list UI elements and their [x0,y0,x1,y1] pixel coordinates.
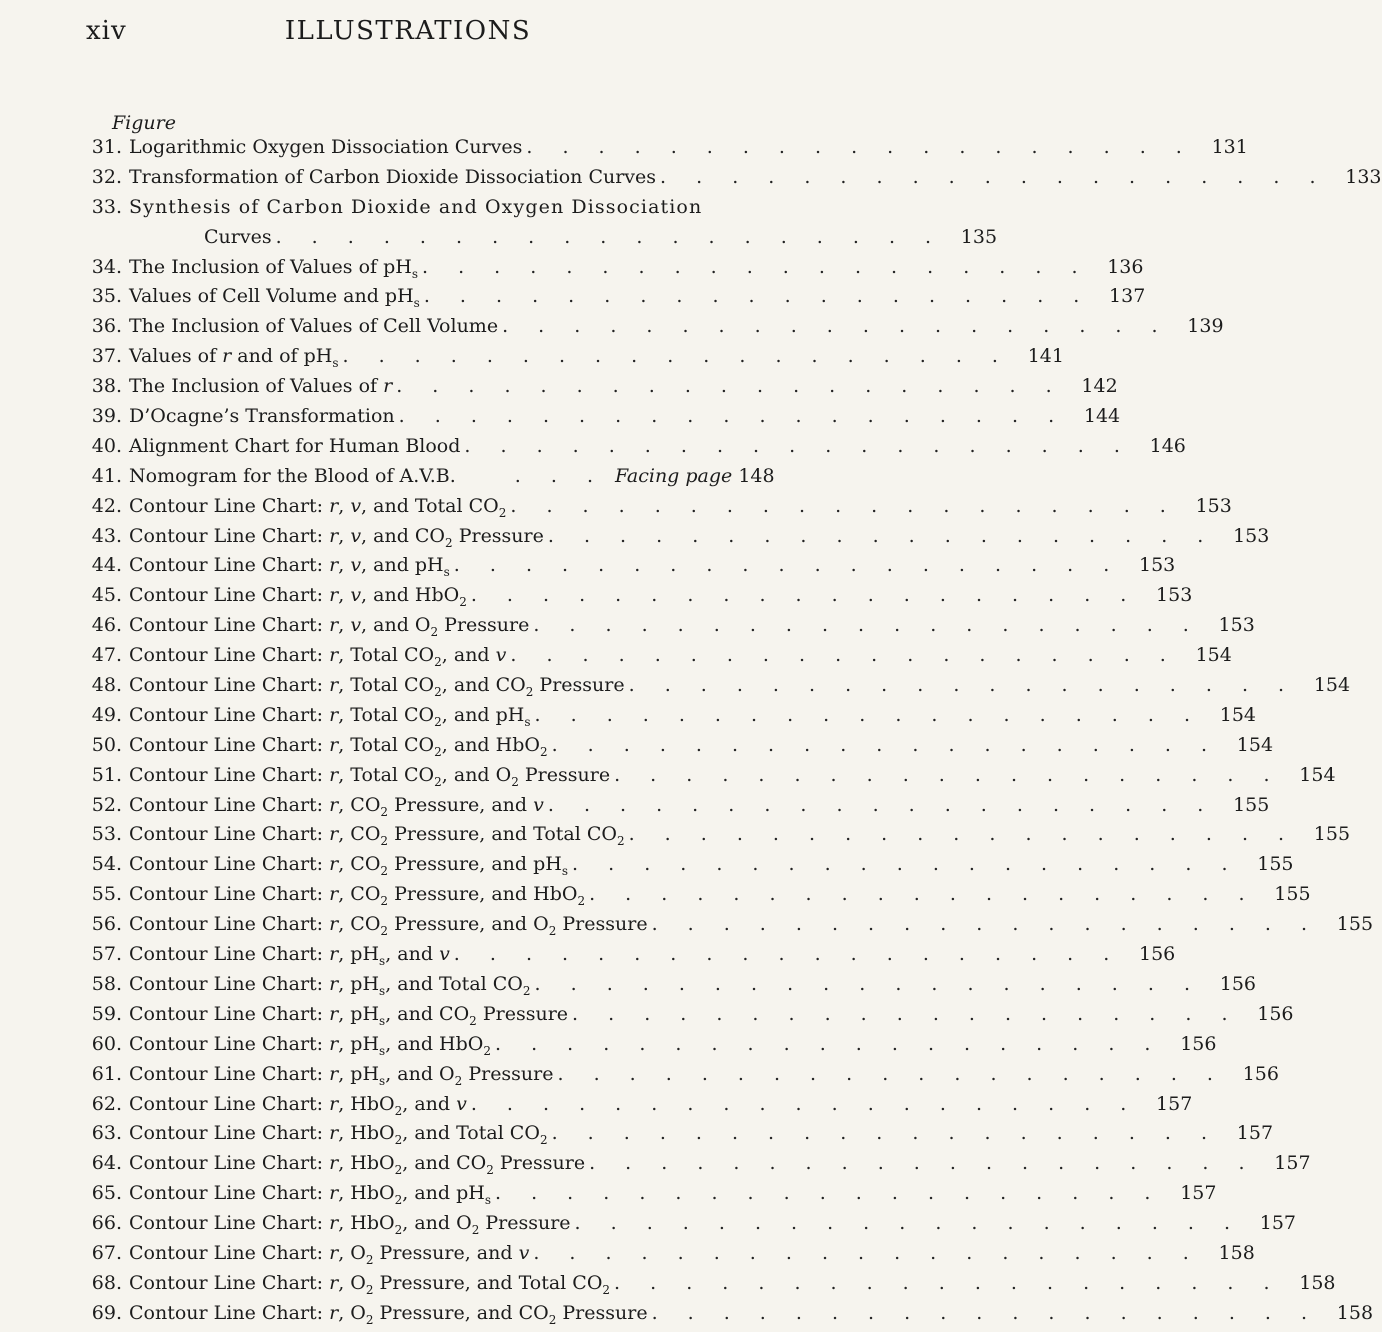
page-number: 131 [1211,136,1248,158]
leader-dots: . . . . . . . . . . . . . . . . . . . [464,434,1132,457]
figure-number: 48. [91,674,122,697]
list-item [80,165,1382,196]
list-item [80,375,1118,405]
figure-title: Contour Line Chart: r, $CO_2$ Pressure, and HbO$_2$ [129,883,586,909]
figure-title: Contour Line Chart: r, v, and HbO$_2$ [129,584,467,610]
leader-dots: . . . . . . . . . . . . . . . . . . . [534,703,1202,726]
leader-dots: . . . [514,464,605,487]
figure-title: Contour Line Chart: r, v, and $CO_2$ Pressure [129,524,544,550]
page-number: 155 [1233,793,1270,816]
list-item [80,494,1232,525]
leader-dots: . . . . . . . . . . . . . . . . . . . [660,165,1328,188]
page-number: 146 [1149,434,1186,457]
list-item [80,644,1232,674]
figure-title: Contour Line Chart: r, HbO$_2$, and Total $CO_2$ [129,1122,548,1148]
page-number: 157 [1156,1092,1193,1115]
figure-number: 63. [91,1122,122,1145]
figure-title: Values of r and of $pH_s$ [129,345,339,371]
figure-number: 53. [91,823,122,846]
illustrations-list [80,136,1382,1332]
figure-number: 43. [91,524,122,547]
list-item [80,345,1064,375]
figure-title: The Inclusion of Values of Cell Volume [129,315,499,338]
leader-dots: . . . . . . . . . . . . . . . . . . . [502,315,1170,338]
page-number: 158 [1299,1271,1336,1294]
leader-dots: . . . . . . . . . . . . . . . . . . . [572,853,1240,876]
figure-title: Transformation of Carbon Dioxide Dissociation Curves [129,165,657,188]
figure-number: 44. [91,554,122,577]
page-number: 135 [960,225,998,248]
page-number: Facing page 148 [615,464,775,487]
figure-number: 52. [91,793,122,816]
page-number: 156 [1180,1032,1217,1055]
list-item [80,1152,1311,1182]
list-item [80,674,1351,704]
page-number: 156 [1257,1002,1294,1025]
figure-number: 55. [91,883,122,906]
figure-title: Contour Line Chart: r, Total $CO_2$, and $O_2$ Pressure [129,763,611,789]
list-item [80,1032,1217,1063]
page-number: 155 [1274,883,1311,906]
page-header [86,16,730,56]
page-number: 154 [1299,763,1336,786]
figure-title: Contour Line Chart: r, $pH_s$, and Total $CO_2$ [129,972,531,998]
figure-number: 31. [91,136,122,158]
figure-title: Contour Line Chart: r, $CO_2$ Pressure, and $pH_s$ [129,853,569,879]
page-number: 153 [1233,524,1270,547]
figure-title: Contour Line Chart: r, v, and $O_2$ Pressure [129,614,530,640]
list-item [80,285,1146,315]
leader-dots: . . . . . . . . . . . . . . . . . . . [453,554,1122,577]
list-item [80,883,1311,913]
leader-dots: . . . . . . . . . . . . . . . . . . . [547,793,1216,816]
list-item [80,733,1274,764]
leader-dots: . . . . . . . . . . . . . . . . . . . [551,1122,1220,1145]
page-number: 155 [1313,823,1351,846]
page-number: 142 [1081,375,1118,398]
figure-title: Contour Line Chart: r, Total $CO_2$, and HbO$_2$ [129,733,548,759]
leader-dots: . . . . . . . . . . . . . . . . . . . [534,972,1202,995]
list-item [80,464,775,495]
figure-number: 49. [91,703,122,726]
list-item [80,1002,1294,1033]
figure-number: 38. [91,375,122,398]
leader-dots: . . . . . . . . . . . . . . . . . . . [589,1152,1257,1175]
list-item [80,196,760,226]
figure-title: Contour Line Chart: r, $pH_s$, and $CO_2$ Pressure [129,1002,569,1028]
leader-dots: . . . . . . . . . . . . . . . . . . . [572,1002,1240,1025]
figure-title: Contour Line Chart: r, Total $CO_2$, and v [129,644,507,669]
list-item [80,1092,1193,1123]
figure-title: Synthesis of Carbon Dioxide and Oxygen Dissociation [129,195,703,218]
leader-dots: . . . . . . . . . . . . . . . . . . . [628,823,1297,846]
figure-number: 46. [91,614,122,637]
page-number: 153 [1195,494,1232,517]
page-number: 137 [1109,285,1146,308]
list-item [80,405,1121,435]
leader-dots: . . . . . . . . . . . . . . . . . . . [423,285,1092,308]
figure-number: 65. [91,1182,122,1205]
figure-column-heading: Figure [112,112,176,134]
figure-number: 61. [91,1062,122,1085]
leader-dots: . . . . . . . . . . . . . . . . . . . [533,1241,1201,1264]
leader-dots: . . . . . . . . . . . . . . . . . . . [526,136,1194,158]
list-item [80,972,1256,1003]
figure-number: 62. [91,1092,122,1115]
leader-dots: . . . . . . . . . . . . . . . . . . . [547,524,1216,547]
list-item [80,1062,1279,1093]
list-item [80,136,1248,166]
list-item [80,434,1186,465]
list-item [80,1122,1274,1152]
figure-title: The Inclusion of Values of $pH_s$ [129,255,419,281]
figure-title: Contour Line Chart: r, $CO_2$ Pressure, and $O_2$ Pressure [129,913,648,938]
figure-number: 57. [91,943,122,966]
figure-number: 37. [91,345,122,368]
leader-dots: . . . . . . . . . . . . . . . . . . . [422,255,1090,278]
figure-number: 54. [91,853,122,876]
page-number: 156 [1242,1062,1279,1085]
figure-number: 39. [91,405,122,428]
page-number: 157 [1180,1182,1217,1205]
figure-number: 47. [91,644,122,667]
figure-title: Contour Line Chart: r, $pH_s$, and HbO$_2$ [129,1032,491,1058]
figure-number: 66. [91,1212,122,1235]
figure-title: Contour Line Chart: r, HbO$_2$, and $pH_s$ [129,1182,491,1207]
page-number: 156 [1219,972,1256,995]
list-item [80,614,1255,644]
list-item [80,853,1294,883]
list-item [80,943,1176,973]
list-item [80,1241,1255,1272]
page-number: 144 [1083,405,1121,428]
figure-title: Contour Line Chart: r, v, and $pH_s$ [129,554,450,580]
list-item [80,524,1270,555]
list-item [80,793,1270,824]
figure-number: 36. [91,315,122,338]
leader-dots: . . . . . . . . . . . . . . . . . . . [557,1062,1225,1085]
leader-dots: . . . . . . . . . . . . . . . . . . . [628,674,1297,697]
figure-title: Logarithmic Oxygen Dissociation Curves [129,136,523,158]
page-number: 133 [1345,165,1382,188]
figure-title: Values of Cell Volume and $pH_s$ [129,285,420,311]
page-number: 155 [1257,853,1294,876]
figure-number: 45. [91,584,122,607]
list-item [80,584,1193,614]
leader-dots: . . . . . . . . . . . . . . . . . . . [551,733,1220,756]
page-number: 136 [1107,255,1144,278]
leader-dots: . . . . . . . . . . . . . . . . . . . [470,584,1139,607]
leader-dots: . . . . . . . . . . . . . . . . . . . [589,883,1257,906]
page-number: 156 [1139,943,1176,966]
page-number: 154 [1219,703,1256,726]
page-number: 141 [1027,345,1064,368]
figure-title: D’Ocagne’s Transformation [129,405,395,428]
figure-number: 33. [91,195,122,218]
figure-title: Contour Line Chart: r, Total $CO_2$, and $CO_2$ Pressure [129,674,625,699]
leader-dots: . . . . . . . . . . . . . . . . . . . [651,913,1320,936]
figure-title: Contour Line Chart: r, $O_2$ Pressure, and Total $CO_2$ [129,1271,611,1297]
figure-number: 56. [91,913,122,936]
figure-title: Contour Line Chart: r, HbO$_2$, and $O_2$ Pressure [129,1212,571,1237]
list-item [80,763,1336,794]
figure-title: Contour Line Chart: r, HbO$_2$, and v [129,1092,467,1118]
page-number: 153 [1218,614,1255,637]
page-number: 157 [1259,1212,1297,1235]
list-item [80,315,1224,345]
figure-title: Contour Line Chart: r, $CO_2$ Pressure, and v [129,793,544,819]
list-item [80,1301,1374,1332]
page-number: 154 [1195,644,1232,667]
figure-title: Nomogram for the Blood of A.V.B. [129,464,456,487]
list-item [80,1182,1217,1212]
page-folio: xiv [86,16,127,46]
page-number: 158 [1336,1301,1374,1324]
list-item [80,823,1351,853]
leader-dots: . . . . . . . . . . . . . . . . . . . [342,345,1010,368]
figure-title: Contour Line Chart: r, $CO_2$ Pressure, and Total $CO_2$ [129,823,625,849]
list-item [80,1271,1336,1302]
leader-dots: . . . . . . . . . . . . . . . . . . . [495,1032,1163,1055]
figure-number: 41. [91,464,122,487]
page-number: 153 [1139,554,1176,577]
page-number: 157 [1274,1152,1311,1175]
leader-dots: . . . . . . . . . . . . . . . . . . . [614,763,1282,786]
page-number: 155 [1336,913,1374,936]
page-number: 139 [1187,315,1224,338]
page-number: 154 [1313,674,1351,697]
page-number: 158 [1218,1241,1255,1264]
leader-dots: . . . . . . . . . . . . . . . . . . . [470,1092,1139,1115]
leader-dots: . . . . . . . . . . . . . . . . . . . [510,644,1178,667]
page-number: 157 [1236,1122,1274,1145]
figure-title: Contour Line Chart: r, $pH_s$, and $O_2$ Pressure [129,1062,554,1088]
list-item [80,255,1144,286]
list-item [80,554,1176,584]
figure-title: Alignment Chart for Human Blood [129,434,461,457]
list-item [80,703,1256,734]
figure-number: 32. [91,165,122,188]
figure-number: 60. [91,1032,122,1055]
figure-number: 50. [91,733,122,756]
figure-title: Contour Line Chart: r, $O_2$ Pressure, and $CO_2$ Pressure [129,1301,648,1327]
figure-title: Contour Line Chart: r, Total $CO_2$, and $pH_s$ [129,703,531,729]
leader-dots: . . . . . . . . . . . . . . . . . . . [398,405,1067,428]
leader-dots: . . . . . . . . . . . . . . . . . . . [495,1182,1163,1205]
list-item [80,1212,1297,1242]
leader-dots: . . . . . . . . . . . . . . . . . . . [396,375,1064,398]
figure-number: 42. [91,494,122,517]
figure-number: 35. [91,285,122,308]
figure-title: Contour Line Chart: r, HbO$_2$, and $CO_2$ Pressure [129,1152,586,1178]
leader-dots: . . . . . . . . . . . . . . . . . . . [614,1271,1282,1294]
leader-dots: . . . . . . . . . . . . . . . . . . . [651,1301,1320,1324]
figure-number: 69. [91,1301,122,1324]
page-number: 154 [1236,733,1274,756]
figure-title: Contour Line Chart: r, $pH_s$, and v [129,943,450,968]
figure-title: Contour Line Chart: r, $O_2$ Pressure, and v [129,1241,530,1267]
figure-number: 64. [91,1152,122,1175]
figure-number: 68. [91,1271,122,1294]
list-item [80,225,998,256]
figure-title: The Inclusion of Values of r [129,375,393,398]
leader-dots: . . . . . . . . . . . . . . . . . . . [275,225,944,248]
figure-number: 67. [91,1241,122,1264]
figure-number: 58. [91,972,122,995]
leader-dots: . . . . . . . . . . . . . . . . . . . [453,943,1122,966]
figure-number: 59. [91,1002,122,1025]
leader-dots: . . . . . . . . . . . . . . . . . . . [574,1212,1243,1235]
list-item [80,913,1374,943]
figure-title: Curves [204,225,272,248]
leader-dots: . . . . . . . . . . . . . . . . . . . [533,614,1201,637]
leader-dots: . . . . . . . . . . . . . . . . . . . [510,494,1178,517]
figure-number: 34. [91,255,122,278]
figure-number: 51. [91,763,122,786]
figure-number: 40. [91,434,122,457]
figure-title: Contour Line Chart: r, v, and Total $CO_2$ [129,494,507,520]
page-number: 153 [1156,584,1193,607]
running-title: ILLUSTRATIONS [284,16,532,46]
